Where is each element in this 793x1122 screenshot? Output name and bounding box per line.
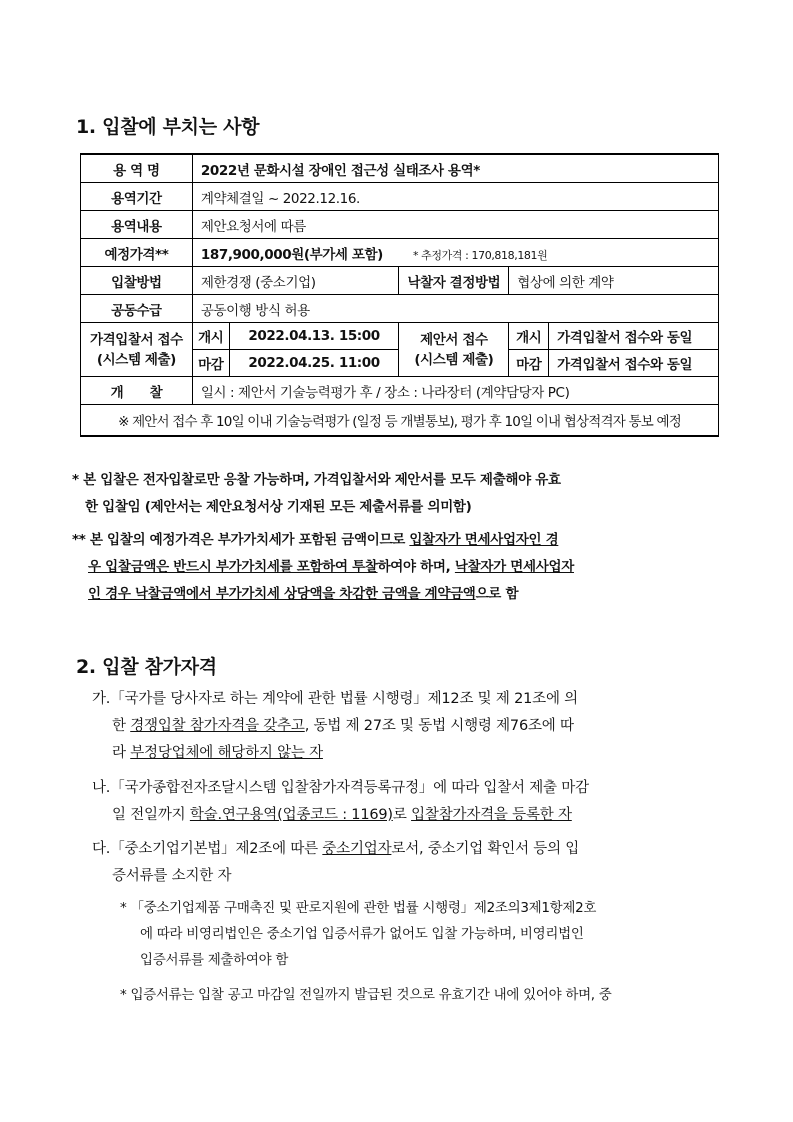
- evaluation-note: ※ 제안서 접수 후 10일 이내 기술능력평가 (일정 등 개별통보), 평가 후 10일 이내 협상적격자 통보 예정: [81, 405, 719, 437]
- price-bid-open-value: 2022.04.13. 15:00: [229, 323, 399, 350]
- service-content-value: 제안요청서에 따름: [192, 211, 718, 239]
- joint-supply-value: 공동이행 방식 허용: [192, 295, 718, 323]
- clause-ga: 가.「국가를 당사자로 하는 계약에 관한 법률 시행령」제12조 및 제 21조에 의 한 경쟁입찰 참가자격을 갖추고, 동법 제 27조 및 동법 시행령 제76조에 따 라 부정당업체에 해당하지 않는 자: [92, 691, 578, 761]
- service-content-label: 용역내용: [81, 211, 193, 239]
- winner-method-label: 낙찰자 결정방법: [399, 267, 509, 295]
- opening-value: 일시 : 제안서 기술능력평가 후 / 장소 : 나라장터 (계약담당자 PC): [192, 377, 718, 405]
- estimated-price-label: 예정가격**: [81, 239, 193, 267]
- clause-da: 다.「중소기업기본법」제2조에 따른 중소기업자로서, 중소기업 확인서 등의 입 증서류를 소지한 자: [92, 841, 580, 884]
- estimated-price-value: 187,900,000원(부가세 포함): [200, 246, 383, 263]
- opening-label: 개 찰: [81, 377, 193, 405]
- clause-na: 나.「국가종합전자조달시스템 입찰참가자격등록규정」에 따라 입찰서 제출 마감 일 전일까지 학술.연구용역(업종코드 : 1169)로 입찰참가자격을 등록한 자: [92, 780, 589, 823]
- footnote-double-star: ** 본 입찰의 예정가격은 부가가치세가 포함된 금액이므로 입찰자가 면세사업자인 경 우 입찰금액은 반드시 부가가치세를 포함하여 투찰하여야 하며, 낙찰자가 면세사업자 인 경우 낙찰금액에서 부가가치세 상당액을 차감한 금액을 계약금액으로 함: [72, 532, 574, 602]
- winner-method-value: 협상에 의한 계약: [509, 267, 719, 295]
- section-2-title: 2. 입찰 참가자격: [76, 656, 217, 678]
- proposal-open-value: 가격입찰서 접수와 동일: [549, 323, 719, 350]
- bid-method-label: 입찰방법: [81, 267, 193, 295]
- price-bid-close-value: 2022.04.25. 11:00: [229, 350, 399, 377]
- price-bid-open-label: 개시: [192, 323, 229, 350]
- joint-supply-label: 공동수급: [81, 295, 193, 323]
- proposal-close-label: 마감: [509, 350, 549, 377]
- price-bid-label: 가격입찰서 접수 (시스템 제출): [81, 323, 193, 377]
- clause-da-note-1: * 「중소기업제품 구매촉진 및 판로지원에 관한 법률 시행령」제2조의3제1항제2호 에 따라 비영리법인은 중소기업 입증서류가 없어도 입찰 가능하며, 비영리법인 입증서류를 제출하여야 함: [120, 900, 597, 968]
- service-name-value: 2022년 문화시설 장애인 접근성 실태조사 용역*: [192, 154, 718, 183]
- proposal-open-label: 개시: [509, 323, 549, 350]
- service-period-value: 계약체결일 ~ 2022.12.16.: [192, 183, 718, 211]
- section-1-title: 1. 입찰에 부치는 사항: [76, 116, 260, 138]
- estimated-price-cell: [192, 239, 718, 267]
- proposal-close-value: 가격입찰서 접수와 동일: [549, 350, 719, 377]
- bid-method-value: 제한경쟁 (중소기업): [192, 267, 399, 295]
- price-bid-close-label: 마감: [192, 350, 229, 377]
- footnote-single-star: * 본 입찰은 전자입찰로만 응찰 가능하며, 가격입찰서와 제안서를 모두 제출해야 유효 한 입찰임 (제안서는 제안요청서상 기재된 모든 제출서류를 의미함): [72, 472, 561, 515]
- service-period-label: 용역기간: [81, 183, 193, 211]
- bid-info-table: [80, 153, 719, 437]
- proposal-label: 제안서 접수 (시스템 제출): [399, 323, 509, 377]
- estimated-price-note: * 추정가격 : 170,818,181원: [412, 248, 548, 262]
- service-name-label: 용 역 명: [81, 154, 193, 183]
- clause-da-note-2: * 입증서류는 입찰 공고 마감일 전일까지 발급된 것으로 유효기간 내에 있어야 하며, 중: [120, 987, 612, 1003]
